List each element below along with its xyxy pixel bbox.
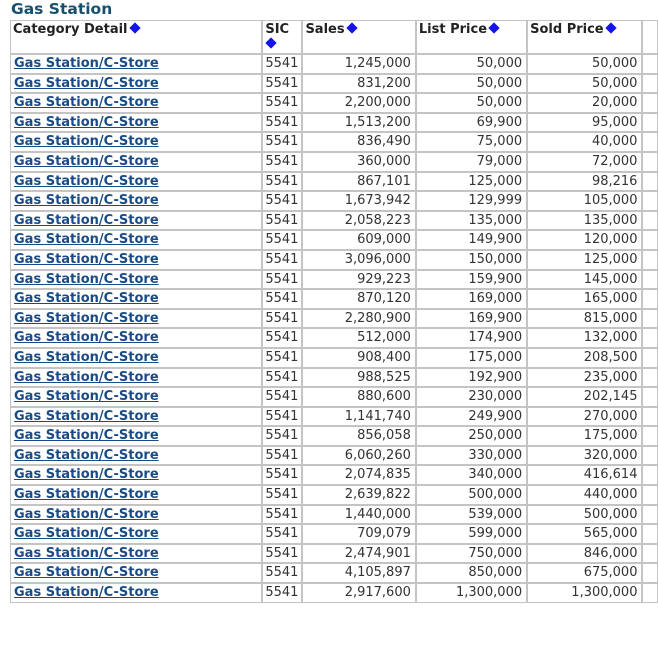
cell-sic: 5541 [262, 270, 302, 290]
category-link[interactable]: Gas Station/C-Store [14, 487, 159, 503]
cell-sales: 867,101 [302, 172, 415, 192]
cell-sales: 1,673,942 [302, 191, 415, 211]
cell-sales: 929,223 [302, 270, 415, 290]
cell-category [10, 348, 262, 368]
cell-sic: 5541 [262, 563, 302, 583]
cell-sic: 5541 [262, 524, 302, 544]
category-link[interactable]: Gas Station/C-Store [14, 389, 159, 405]
table-row [10, 250, 658, 270]
cell-list-price: 169,900 [416, 309, 527, 329]
cell-sales: 1,440,000 [302, 505, 415, 525]
cell-category [10, 407, 262, 427]
cell-sold-price: 98,216 [527, 172, 642, 192]
cell-category [10, 426, 262, 446]
column-header-sic[interactable] [262, 20, 302, 54]
cell-sold-price: 40,000 [527, 132, 642, 152]
cell-category [10, 152, 262, 172]
cell-next-clipped [642, 387, 658, 407]
column-header-label: Sales [305, 22, 345, 37]
table-row [10, 289, 658, 309]
table-row [10, 191, 658, 211]
cell-next-clipped [642, 211, 658, 231]
cell-sold-price: 125,000 [527, 250, 642, 270]
cell-next-clipped [642, 563, 658, 583]
table-row [10, 270, 658, 290]
cell-sic: 5541 [262, 93, 302, 113]
cell-sales: 1,245,000 [302, 54, 415, 74]
category-link[interactable]: Gas Station/C-Store [14, 95, 159, 111]
cell-next-clipped [642, 485, 658, 505]
cell-sales: 2,639,822 [302, 485, 415, 505]
cell-sold-price: 846,000 [527, 544, 642, 564]
category-link[interactable]: Gas Station/C-Store [14, 271, 159, 287]
cell-list-price: 125,000 [416, 172, 527, 192]
cell-sales: 360,000 [302, 152, 415, 172]
cell-category [10, 387, 262, 407]
cell-sold-price: 165,000 [527, 289, 642, 309]
cell-sales: 609,000 [302, 230, 415, 250]
cell-list-price: 79,000 [416, 152, 527, 172]
cell-sales: 870,120 [302, 289, 415, 309]
cell-sales: 2,280,900 [302, 309, 415, 329]
cell-category [10, 524, 262, 544]
cell-sales: 709,079 [302, 524, 415, 544]
cell-category [10, 309, 262, 329]
cell-next-clipped [642, 348, 658, 368]
cell-list-price: 539,000 [416, 505, 527, 525]
column-header-list-price[interactable] [416, 20, 527, 54]
cell-sales: 2,074,835 [302, 465, 415, 485]
cell-sic: 5541 [262, 544, 302, 564]
cell-category [10, 485, 262, 505]
cell-sold-price: 105,000 [527, 191, 642, 211]
cell-sic: 5541 [262, 485, 302, 505]
cell-category [10, 270, 262, 290]
cell-list-price: 135,000 [416, 211, 527, 231]
cell-sold-price: 815,000 [527, 309, 642, 329]
cell-sales: 880,600 [302, 387, 415, 407]
cell-category [10, 74, 262, 94]
table-row [10, 583, 658, 603]
cell-sic: 5541 [262, 387, 302, 407]
cell-category [10, 93, 262, 113]
table-row [10, 309, 658, 329]
cell-next-clipped [642, 93, 658, 113]
cell-next-clipped [642, 113, 658, 133]
category-link[interactable]: Gas Station/C-Store [14, 153, 159, 169]
table-row [10, 152, 658, 172]
cell-sold-price: 270,000 [527, 407, 642, 427]
cell-list-price: 340,000 [416, 465, 527, 485]
cell-sales: 2,917,600 [302, 583, 415, 603]
cell-list-price: 330,000 [416, 446, 527, 466]
cell-sold-price: 675,000 [527, 563, 642, 583]
category-link[interactable]: Gas Station/C-Store [14, 251, 159, 267]
cell-sic: 5541 [262, 465, 302, 485]
cell-next-clipped [642, 426, 658, 446]
cell-list-price: 249,900 [416, 407, 527, 427]
cell-category [10, 113, 262, 133]
table-row [10, 348, 658, 368]
cell-category [10, 563, 262, 583]
page-title: Gas Station [11, 0, 113, 18]
cell-next-clipped [642, 309, 658, 329]
cell-category [10, 368, 262, 388]
category-link[interactable]: Gas Station/C-Store [14, 232, 159, 248]
category-link[interactable]: Gas Station/C-Store [14, 349, 159, 365]
cell-next-clipped [642, 152, 658, 172]
cell-next-clipped [642, 230, 658, 250]
cell-sic: 5541 [262, 250, 302, 270]
cell-sold-price: 175,000 [527, 426, 642, 446]
category-link[interactable]: Gas Station/C-Store [14, 526, 159, 542]
category-link[interactable]: Gas Station/C-Store [14, 330, 159, 346]
cell-list-price: 50,000 [416, 54, 527, 74]
cell-sold-price: 416,614 [527, 465, 642, 485]
cell-sold-price: 565,000 [527, 524, 642, 544]
category-link[interactable]: Gas Station/C-Store [14, 408, 159, 424]
column-header-label: Sold Price [530, 22, 604, 37]
cell-next-clipped [642, 54, 658, 74]
cell-list-price: 599,000 [416, 524, 527, 544]
category-link[interactable]: Gas Station/C-Store [14, 565, 159, 581]
cell-sales: 856,058 [302, 426, 415, 446]
cell-category [10, 132, 262, 152]
category-link[interactable]: Gas Station/C-Store [14, 310, 159, 326]
cell-next-clipped [642, 191, 658, 211]
cell-sold-price: 320,000 [527, 446, 642, 466]
cell-list-price: 500,000 [416, 485, 527, 505]
cell-next-clipped [642, 74, 658, 94]
cell-sales: 2,474,901 [302, 544, 415, 564]
table-row [10, 387, 658, 407]
cell-list-price: 174,900 [416, 328, 527, 348]
category-link[interactable]: Gas Station/C-Store [14, 369, 159, 385]
table-row [10, 426, 658, 446]
table-row [10, 211, 658, 231]
cell-sold-price: 135,000 [527, 211, 642, 231]
cell-list-price: 129,999 [416, 191, 527, 211]
table-row [10, 505, 658, 525]
cell-sales: 988,525 [302, 368, 415, 388]
category-link[interactable]: Gas Station/C-Store [14, 75, 159, 91]
category-link[interactable]: Gas Station/C-Store [14, 447, 159, 463]
cell-sic: 5541 [262, 348, 302, 368]
cell-sold-price: 1,300,000 [527, 583, 642, 603]
category-link[interactable]: Gas Station/C-Store [14, 173, 159, 189]
sort-list-price-icon[interactable] [488, 22, 499, 33]
cell-sic: 5541 [262, 289, 302, 309]
cell-next-clipped [642, 172, 658, 192]
cell-sales: 6,060,260 [302, 446, 415, 466]
cell-sic: 5541 [262, 230, 302, 250]
cell-next-clipped [642, 368, 658, 388]
cell-category [10, 446, 262, 466]
table-row [10, 544, 658, 564]
sort-sic-icon[interactable] [266, 37, 277, 48]
table-row [10, 113, 658, 133]
cell-sold-price: 500,000 [527, 505, 642, 525]
cell-list-price: 159,900 [416, 270, 527, 290]
cell-category [10, 172, 262, 192]
table-row [10, 524, 658, 544]
cell-list-price: 230,000 [416, 387, 527, 407]
table-row [10, 230, 658, 250]
cell-list-price: 50,000 [416, 93, 527, 113]
cell-sold-price: 72,000 [527, 152, 642, 172]
cell-category [10, 54, 262, 74]
sort-sold-price-icon[interactable] [605, 22, 616, 33]
cell-sic: 5541 [262, 113, 302, 133]
cell-sic: 5541 [262, 132, 302, 152]
cell-sic: 5541 [262, 172, 302, 192]
column-header-label: List Price [418, 22, 488, 37]
cell-category [10, 289, 262, 309]
category-link[interactable]: Gas Station/C-Store [14, 291, 159, 307]
table-row [10, 132, 658, 152]
cell-sic: 5541 [262, 446, 302, 466]
cell-sales: 512,000 [302, 328, 415, 348]
cell-sic: 5541 [262, 54, 302, 74]
cell-list-price: 850,000 [416, 563, 527, 583]
table-row [10, 485, 658, 505]
cell-sales: 2,200,000 [302, 93, 415, 113]
cell-sold-price: 120,000 [527, 230, 642, 250]
table-row [10, 172, 658, 192]
cell-sales: 2,058,223 [302, 211, 415, 231]
table-body [10, 54, 658, 603]
cell-sales: 1,141,740 [302, 407, 415, 427]
results-table [10, 20, 658, 603]
cell-next-clipped [642, 407, 658, 427]
cell-list-price: 169,000 [416, 289, 527, 309]
table-row [10, 465, 658, 485]
cell-sold-price: 50,000 [527, 74, 642, 94]
cell-sic: 5541 [262, 505, 302, 525]
cell-sic: 5541 [262, 211, 302, 231]
cell-list-price: 750,000 [416, 544, 527, 564]
cell-category [10, 583, 262, 603]
cell-sold-price: 50,000 [527, 54, 642, 74]
category-link[interactable]: Gas Station/C-Store [14, 56, 159, 71]
sort-sales-icon[interactable] [346, 22, 357, 33]
cell-list-price: 69,900 [416, 113, 527, 133]
cell-sales: 831,200 [302, 74, 415, 94]
cell-sales: 1,513,200 [302, 113, 415, 133]
table-row [10, 74, 658, 94]
column-header-sold-price[interactable] [527, 20, 642, 54]
category-link[interactable]: Gas Station/C-Store [14, 585, 159, 601]
cell-next-clipped [642, 270, 658, 290]
cell-sold-price: 202,145 [527, 387, 642, 407]
cell-sold-price: 132,000 [527, 328, 642, 348]
table-row [10, 407, 658, 427]
cell-list-price: 175,000 [416, 348, 527, 368]
cell-list-price: 192,900 [416, 368, 527, 388]
category-link[interactable]: Gas Station/C-Store [14, 506, 159, 522]
cell-category [10, 505, 262, 525]
category-link[interactable]: Gas Station/C-Store [14, 134, 159, 150]
cell-sold-price: 145,000 [527, 270, 642, 290]
cell-next-clipped [642, 328, 658, 348]
cell-category [10, 465, 262, 485]
cell-category [10, 328, 262, 348]
cell-next-clipped [642, 250, 658, 270]
cell-category [10, 544, 262, 564]
cell-next-clipped [642, 524, 658, 544]
cell-sic: 5541 [262, 407, 302, 427]
cell-category [10, 191, 262, 211]
table-header-row [10, 20, 658, 54]
cell-category [10, 211, 262, 231]
cell-sic: 5541 [262, 309, 302, 329]
cell-sold-price: 20,000 [527, 93, 642, 113]
cell-sold-price: 95,000 [527, 113, 642, 133]
table-row [10, 446, 658, 466]
cell-sales: 908,400 [302, 348, 415, 368]
column-header-label: SIC [265, 22, 290, 37]
cell-sic: 5541 [262, 368, 302, 388]
category-link[interactable]: Gas Station/C-Store [14, 545, 159, 561]
cell-sic: 5541 [262, 426, 302, 446]
cell-next-clipped [642, 505, 658, 525]
table-row [10, 563, 658, 583]
cell-sic: 5541 [262, 583, 302, 603]
cell-sic: 5541 [262, 152, 302, 172]
cell-sales: 836,490 [302, 132, 415, 152]
cell-list-price: 75,000 [416, 132, 527, 152]
table-row [10, 328, 658, 348]
cell-next-clipped [642, 289, 658, 309]
column-header-next-clipped [642, 20, 658, 54]
cell-next-clipped [642, 132, 658, 152]
table-row [10, 368, 658, 388]
category-link[interactable]: Gas Station/C-Store [14, 212, 159, 228]
cell-sic: 5541 [262, 191, 302, 211]
column-header-label: Category Detail [13, 22, 128, 37]
cell-sales: 3,096,000 [302, 250, 415, 270]
category-link[interactable]: Gas Station/C-Store [14, 193, 159, 209]
category-link[interactable]: Gas Station/C-Store [14, 114, 159, 130]
cell-list-price: 1,300,000 [416, 583, 527, 603]
cell-next-clipped [642, 544, 658, 564]
cell-next-clipped [642, 465, 658, 485]
cell-next-clipped [642, 446, 658, 466]
cell-sold-price: 440,000 [527, 485, 642, 505]
cell-sold-price: 208,500 [527, 348, 642, 368]
cell-list-price: 50,000 [416, 74, 527, 94]
cell-list-price: 150,000 [416, 250, 527, 270]
cell-category [10, 230, 262, 250]
column-header-category[interactable] [10, 20, 262, 54]
cell-sold-price: 235,000 [527, 368, 642, 388]
category-link[interactable]: Gas Station/C-Store [14, 467, 159, 483]
cell-list-price: 149,900 [416, 230, 527, 250]
cell-next-clipped [642, 583, 658, 603]
cell-list-price: 250,000 [416, 426, 527, 446]
cell-sic: 5541 [262, 74, 302, 94]
sort-category-icon[interactable] [129, 22, 140, 33]
column-header-sales[interactable] [302, 20, 415, 54]
cell-category [10, 250, 262, 270]
cell-sales: 4,105,897 [302, 563, 415, 583]
table-row [10, 54, 658, 74]
table-row [10, 93, 658, 113]
cell-sic: 5541 [262, 328, 302, 348]
category-link[interactable]: Gas Station/C-Store [14, 428, 159, 444]
